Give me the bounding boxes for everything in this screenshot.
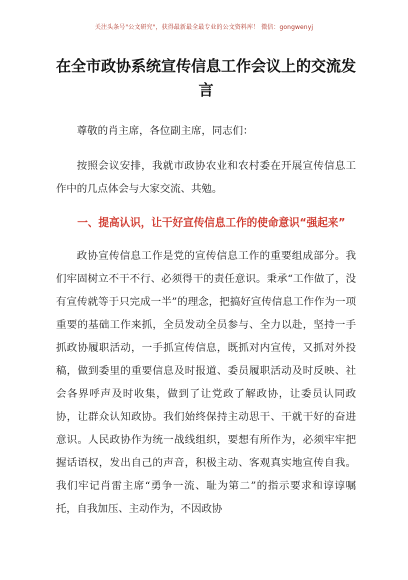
document-title: 在全市政协系统宣传信息工作会议上的交流发言	[56, 57, 357, 99]
intro-paragraph: 按照会议安排，我就市政协农业和农村委在开展宣传信息工作中的几点体会与大家交流、共勉。	[56, 160, 356, 195]
greeting: 尊敬的肖主席，各位副主席，同志们：	[76, 125, 254, 137]
body-paragraph: 政协宣传信息工作是党的宣传信息工作的重要组成部分。我们牢固树立不干不行、必须得干的责任意识。秉承“工作做了，没有宣传就等于只完成一半”的理念，把搞好宣传信息工作作为一项重要的基础工作来抓，全员发动全员参与、全力以赴，坚持一手抓政协履职活动，一手抓宣传信息，既抓对内宣传，又抓对外投稿，做到委里的重要信息及时报道、委员履职活动及时反映、社会各界呼声及时收集，做到了让党政了解政协，让委员认同政协，让群众认知政协。我们始终保持主动思干、干就干好的奋进意识。人民政协作为统一战线组织，要想有所作为，必须牢牢把握话语权，发出自己的声音，积极主动、客观真实地宣传自我。我们牢记肖雷主席“勇争一流、耻为第二”的指示要求和谆谆嘱托，自我加压、主动作为，不因政协	[56, 250, 356, 515]
header-banner: 关注头条号"公文研究"，获得最新最全最专业的公文资料库！ 微信：gongwenyj	[94, 24, 314, 31]
section-heading: 一、提高认识，让干好宣传信息工作的使命意识“强起来”	[77, 217, 346, 229]
document-body	[56, 54, 356, 521]
